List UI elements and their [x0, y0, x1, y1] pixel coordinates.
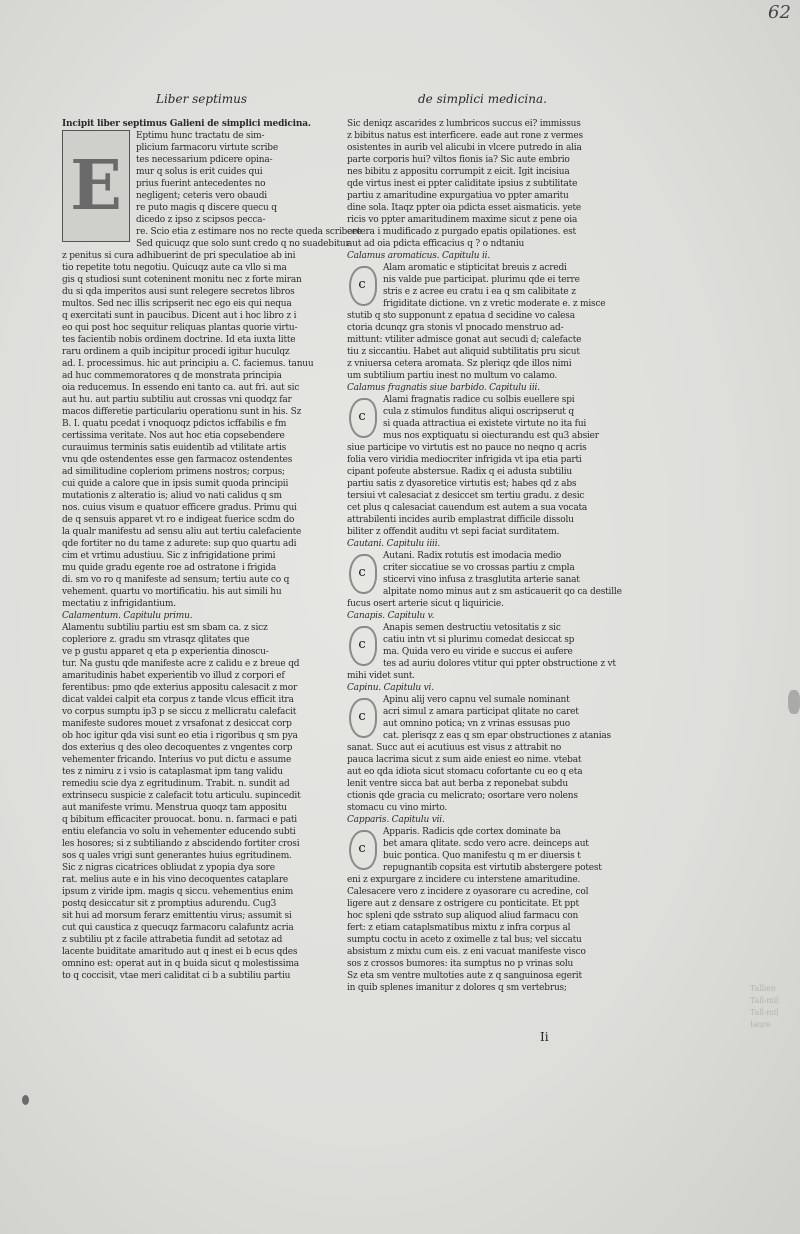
- chapter-heading: Capinu. Capitulu vi.: [347, 683, 434, 693]
- text-line: mutationis z alteratio is; aliud vo nati calidus q sm: [62, 491, 282, 501]
- text-line: ob hoc igitur qda visi sunt eo etia i rigoribus q sm pya: [62, 731, 298, 741]
- text-line: Calamentum. Capitulu primu.: [62, 611, 193, 621]
- text-line: ipsum z viride ipm. magis q siccu. vehementius enim: [62, 887, 294, 897]
- left-column: [62, 118, 362, 1038]
- text-line: aut hu. aut partiu subtiliu aut crossas vni quodqz far: [62, 395, 292, 405]
- text-line: z subtiliu pt z facile attrabetia fundit ad setotaz ad: [62, 935, 283, 945]
- text-line: du si qda imperitos ausi sunt relegere secretos libros: [62, 287, 295, 297]
- text-line: ricis vo ppter amaritudinem maxime sicut z pene oia: [347, 215, 578, 225]
- text-line: mur q solus is erit cuides qui: [136, 167, 263, 177]
- text-line: extrinsecu suspicie z calefacit totu articulu. supincedit: [62, 791, 301, 801]
- text-line: um subtilium partiu inest no multum vo calamo.: [347, 371, 558, 381]
- chapter-heading: Capparis. Capitulu vii.: [347, 815, 445, 825]
- text-line: tes necessarium pdicere opina-: [136, 155, 273, 165]
- text-line: manifeste sudores mouet z vrsafonat z desiccat corp: [62, 719, 292, 729]
- text-line: pauca lacrima sicut z sum aide eniest eo nime. vtebat: [347, 755, 582, 765]
- text-line: nes bibitu z appositu corrumpit z eicit. Igit incisiua: [347, 167, 570, 177]
- text-line: re puto magis q discere quecu q: [136, 203, 277, 213]
- text-line: tes z nimiru z i vsio is cataplasmat ipm tang validu: [62, 767, 283, 777]
- text-line: Eptimu hunc tractatu de sim-: [136, 131, 265, 141]
- text-line: mu quide gradu egente roe ad ostratone i frigida: [62, 563, 277, 573]
- chapter-heading: Cautani. Capitulu iiii.: [347, 539, 441, 549]
- catchword: Ii: [540, 1030, 549, 1044]
- text-line: buic pontica. Quo manifestu q m er diuersis t: [383, 851, 581, 861]
- text-line: multos. Sed nec illis scripserit nec ego eis qui nequa: [62, 299, 292, 309]
- running-head-left: Liber septimus: [156, 92, 248, 106]
- text-line: mectatiu z infrigidantium.: [62, 599, 176, 609]
- text-line: sanat. Succ aut ei acutiuus est visus z attrabit no: [347, 743, 562, 753]
- text-line: to q coccisit, vtae meri caliditat ci b a subtiliu partiu: [62, 971, 291, 981]
- text-line: frigiditate dictione. vn z vretic moderate e. z misce: [383, 299, 606, 309]
- text-line: z penitus si cura adhibuerint de pri speculatioe ab ini: [62, 251, 296, 261]
- text-line: attrabilenti incides aurib emplastrat difficile dissolu: [347, 515, 574, 525]
- text-line: gis q studiosi sunt coteninent monitu nec z forte miran: [62, 275, 302, 285]
- text-line: amaritudinis habet experientib vo illud z corpori ef: [62, 671, 285, 681]
- text-line: partiu satis z dyasoretice virtutis est; habes qd z abs: [347, 479, 577, 489]
- text-line: eo qui post hoc sequitur reliquas plantas quorie virtu-: [62, 323, 298, 333]
- text-line: raru ordinem a quib incipitur procedi igitur huculqz: [62, 347, 290, 357]
- text-line: rat. melius aute e in his vino decoquentes cataplare: [62, 875, 289, 885]
- show-through-line: Tall-mil: [750, 996, 779, 1005]
- folio-number: 62: [768, 2, 791, 23]
- text-line: cat. plerisqz z eas q sm epar obstructiones z atanias: [383, 731, 611, 741]
- text-line: vehement. quartu vo mortificatiu. his aut simili hu: [62, 587, 282, 597]
- text-line: Apparis. Radicis qde cortex dominate ba: [383, 827, 561, 837]
- chapter-heading: Calamus aromaticus. Capitulu ii.: [347, 251, 491, 261]
- text-line: negligent; ceteris vero obaudi: [136, 191, 267, 201]
- text-line: fert: z etiam cataplsmatibus mixtu z infra corpus al: [347, 923, 571, 933]
- text-line: curauimus terminis satis euidentib ad vtilitate artis: [62, 443, 287, 453]
- text-line: Autani. Radix rotutis est imodacia medio: [383, 551, 562, 561]
- text-line: bet amara qlitate. scdo vero acre. deinceps aut: [383, 839, 589, 849]
- text-line: la qualr manifestu ad sensu aliu aut tertiu calefaciente: [62, 527, 302, 537]
- text-line: tersiui vt calesaciat z desiccet sm tertiu gradu. z desic: [347, 491, 585, 501]
- text-line: cipant pofeute abstersue. Radix q ei adusta subtiliu: [347, 467, 573, 477]
- text-line: Sed quicuqz que solo sunt credo q no suadebitur: [136, 239, 350, 249]
- text-line: ma. Quida vero eu viride e succus ei aufere: [383, 647, 573, 657]
- text-line: omnino est: operat aut in q buida sicut q molestissima: [62, 959, 299, 969]
- text-line: copleriore z. gradu sm vtrasqz qlitates que: [62, 635, 250, 645]
- text-line: repugnantib copsita est virtutib abstergere potest: [383, 863, 602, 873]
- text-line: ad. I. processimus. hic aut principiu a. C. faciemus. tanuu: [62, 359, 314, 369]
- text-line: qde fortiter no du tame z adurete: sup quo quartu adi: [62, 539, 297, 549]
- text-line: aut manifeste vrimu. Menstrua quoqz tam appositu: [62, 803, 287, 813]
- text-line: cet plus q calesaciat cauendum est autem a sua vocata: [347, 503, 588, 513]
- chapter-heading: Canapis. Capitulu v.: [347, 611, 435, 621]
- text-line: mus nos exptiquatu si oiecturandu est qu3 absier: [383, 431, 599, 441]
- text-line: cut qui caustica z quecuqz farmacoru calafuntz acria: [62, 923, 294, 933]
- text-line: siue participe vo virtutis est no pauce no neqno q acris: [347, 443, 587, 453]
- text-line: aut ad oia pdicta efficacius q ? o ndtaniu: [347, 239, 525, 249]
- text-line: stutib q sto supponunt z epatua d secidine vo calesa: [347, 311, 575, 321]
- text-line: biliter z offendit auditu vt sepi faciat surditatem.: [347, 527, 560, 537]
- text-line: mittunt: vtiliter admisce gonat aut secudi d; calefacte: [347, 335, 582, 345]
- incipit-title: Incipit liber septimus Galieni de simplici medicina.: [62, 119, 311, 129]
- text-line: Anapis semen destructiu vetositatis z sic: [383, 623, 561, 633]
- text-line: certissima veritate. Nos aut hoc etia copsebendere: [62, 431, 285, 441]
- text-line: prius fuerint antecedentes no: [136, 179, 266, 189]
- text-line: Alamentu subtiliu partiu est sm sbam ca. z sicz: [62, 623, 268, 633]
- text-line: alpitate nomo minus aut z sm asticauerit qo ca destille: [383, 587, 622, 597]
- text-line: ad similitudine copleriom primens nostros; corpus;: [62, 467, 285, 477]
- text-line: z bibitus natus est interficere. eade aut rone z vermes: [347, 131, 583, 141]
- text-line: Alam aromatic e stipticitat breuis z acredi: [383, 263, 567, 273]
- text-line: partiu z amaritudine expurgatiua vo ppter amaritu: [347, 191, 569, 201]
- text-line: dine sola. Itaqz ppter oia pdicta esset aismaticis. yete: [347, 203, 582, 213]
- text-line: Alami fragnatis radice cu solbis euellere spi: [383, 395, 575, 405]
- text-line: q bibitum efficaciter prouocat. bonu. n. farmaci e pati: [62, 815, 297, 825]
- text-line: stomacu cu vino mirto.: [347, 803, 448, 813]
- ink-spot: [22, 1095, 29, 1105]
- initial-guide-letter: c: [347, 264, 377, 306]
- text-line: les hosores; si z subtiliando z abscidendo fortiter crosi: [62, 839, 300, 849]
- text-line: Sic z nigras cicatrices obliudat z ypopia dya sore: [62, 863, 275, 873]
- text-line: tes ad auriu dolores vtitur qui ppter obstructione z vt: [383, 659, 616, 669]
- text-line: Calesacere vero z incidere z oyasorare cu acredine, col: [347, 887, 589, 897]
- text-line: lacente buiditate amaritudo aut q inest ei b ecus qdes: [62, 947, 298, 957]
- text-line: sos q uales vrigi sunt generantes huius egritudinem.: [62, 851, 292, 861]
- text-line: z vniuersa cetera aromata. Sz pleriqz qde illos nimi: [347, 359, 572, 369]
- text-line: si quada attractiua ei existete virtute no ita fui: [383, 419, 587, 429]
- show-through-line: Tallien: [750, 984, 776, 993]
- text-line: remediu scie dya z egritudinum. Trabit. n. sundit ad: [62, 779, 290, 789]
- text-line: folia vero viridia mediocriter infrigida vt ipa etia parti: [347, 455, 582, 465]
- text-line: cim et vrtimu adustiuu. Sic z infrigidatione primi: [62, 551, 276, 561]
- text-line: plicium farmacoru virtute scribe: [136, 143, 278, 153]
- text-line: vo corpus sumptu ip3 p se siccu z mellicratu calefacit: [62, 707, 297, 717]
- text-line: tur. Na gustu qde manifeste acre z calidu e z breue qd: [62, 659, 300, 669]
- text-line: sos z crossos bumores: ita sumptus no p vrinas solu: [347, 959, 574, 969]
- text-line: qde virtus inest ei ppter caliditate ipsius z subtilitate: [347, 179, 578, 189]
- text-line: postq desiccatur sit z promptius adurendu. Cug3: [62, 899, 277, 909]
- text-line: dicat valdei calpit eta corpus z tande vlcus efficit itra: [62, 695, 294, 705]
- text-line: q exercitati sunt in paucibus. Dicent aut i hoc libro z i: [62, 311, 297, 321]
- text-line: absistum z mixtu cum eis. z eni vacuat manifeste visco: [347, 947, 586, 957]
- initial-guide-letter: c: [347, 552, 377, 594]
- text-line: lenit ventre sicca bat aut berba z reponebat subdu: [347, 779, 568, 789]
- text-line: nos. cuius visum e quatuor efficere gradus. Primu qui: [62, 503, 297, 513]
- text-line: ctionis qde gracia cu melicrato; osortare vero nolens: [347, 791, 578, 801]
- text-line: dicedo z ipso z scipsos pecca-: [136, 215, 266, 225]
- text-line: Sz eta sm ventre multoties aute z q sanguinosa egerit: [347, 971, 582, 981]
- text-line: ctoria dcunqz gra stonis vl pnocado menstruo ad-: [347, 323, 564, 333]
- text-line: acri simul z amara participat qlitate no caret: [383, 707, 579, 717]
- initial-guide-letter: c: [347, 828, 377, 870]
- show-through-line: Tall-mil: [750, 1008, 779, 1017]
- text-line: dos exterius q des oleo decoquentes z vngentes corp: [62, 743, 293, 753]
- text-line: tio repetite totu negotiu. Quicuqz aute ca vllo si ma: [62, 263, 287, 273]
- right-column: [347, 118, 622, 1038]
- text-line: mihi videt sunt.: [347, 671, 415, 681]
- text-line: in quib splenes imanitur z dolores q sm vertebrus;: [347, 983, 567, 993]
- text-line: cula z stimulos funditus aliqui oscripserut q: [383, 407, 574, 417]
- text-line: sumptu coctu in aceto z oximelle z tal bus; vel siccatu: [347, 935, 582, 945]
- text-line: cui quide a calore que in ipsis sumit quoda principii: [62, 479, 289, 489]
- running-head-right: de simplici medicina.: [418, 92, 547, 106]
- text-line: vnu qde ostendentes esse gen farmacoz ostendentes: [62, 455, 293, 465]
- text-line: tiu z siccantiu. Habet aut aliquid subtilitatis pru sicut: [347, 347, 580, 357]
- text-line: vehementer fricando. Interius vo put dictu e assume: [62, 755, 292, 765]
- text-line: Apinu alij vero capnu vel sumale nominant: [383, 695, 570, 705]
- text-line: oia reducemus. In essendo eni tanto ca. aut fri. aut sic: [62, 383, 300, 393]
- text-line: tes facientib nobis ordinem doctrine. Id eta iuxta litte: [62, 335, 296, 345]
- text-line: macos differetie particulariu operationu sunt in his. Sz: [62, 407, 302, 417]
- text-line: ad huc commemoratores q de monstrata principia: [62, 371, 282, 381]
- text-line: cetera i mudificado z purgado epatis opilationes. est: [347, 227, 576, 237]
- text-line: ligere aut z densare z ostrigere cu ponticitate. Et ppt: [347, 899, 579, 909]
- text-line: B. I. quatu pcedat i vnoquoqz pdictos icffabilis e fm: [62, 419, 287, 429]
- text-line: hoc spleni qde sstrato sup aliquod aliud farmacu con: [347, 911, 579, 921]
- text-line: aut omnino potica; vn z vrinas essusas puo: [383, 719, 570, 729]
- text-line: entiu elefancia vo solu in vehementer educendo subti: [62, 827, 296, 837]
- text-line: re. Scio etia z estimare nos no recte queda scribere: [136, 227, 362, 237]
- initial-guide-letter: c: [347, 624, 377, 666]
- text-line: fucus osert arterie sicut q liquiricie.: [347, 599, 504, 609]
- text-line: de q sensuis apparet vt ro e indigeat fuerice scdm do: [62, 515, 295, 525]
- text-line: stris e z acree eu cratu i ea q sm calibitate z: [383, 287, 576, 297]
- text-line: Sic deniqz ascarides z lumbricos succus ei? immissus: [347, 119, 581, 129]
- text-line: sticervi vino infusa z trasglutita arterie sanat: [383, 575, 580, 585]
- text-line: ferentibus: pmo qde exterius appositu calesacit z mor: [62, 683, 298, 693]
- show-through-text: [750, 983, 800, 1043]
- text-line: eni z expurgare z incidere cu interstene amaritudine.: [347, 875, 581, 885]
- paper-tab: [788, 690, 800, 714]
- chapter-heading: Calamus fragnatis siue barbido. Capitulu iii.: [347, 383, 540, 393]
- initial-guide-letter: c: [347, 696, 377, 738]
- decorated-initial: E: [62, 130, 130, 242]
- text-line: parte corporis hui? viltos fionis ia? Sic aute embrio: [347, 155, 570, 165]
- text-line: criter siccatiue se vo crossas partiu z cmpla: [383, 563, 575, 573]
- text-line: di. sm vo ro q manifeste ad sensum; tertiu aute co q: [62, 575, 290, 585]
- text-line: aut eo qda idiota sicut stomacu cofortante cu eo q eta: [347, 767, 583, 777]
- text-line: nis valde pue participat. plurimu qde ei terre: [383, 275, 580, 285]
- text-line: ve p gustu apparet q eta p experientia dinoscu-: [62, 647, 269, 657]
- initial-guide-letter: c: [347, 396, 377, 438]
- text-line: sit hui ad morsum ferarz emittentiu virus; assumit si: [62, 911, 292, 921]
- show-through-line: Iaure: [750, 1020, 771, 1029]
- text-line: catiu intn vt si plurimu comedat desiccat sp: [383, 635, 575, 645]
- text-line: osistentes in aurib vel alicubi in vlcere putredo in alia: [347, 143, 582, 153]
